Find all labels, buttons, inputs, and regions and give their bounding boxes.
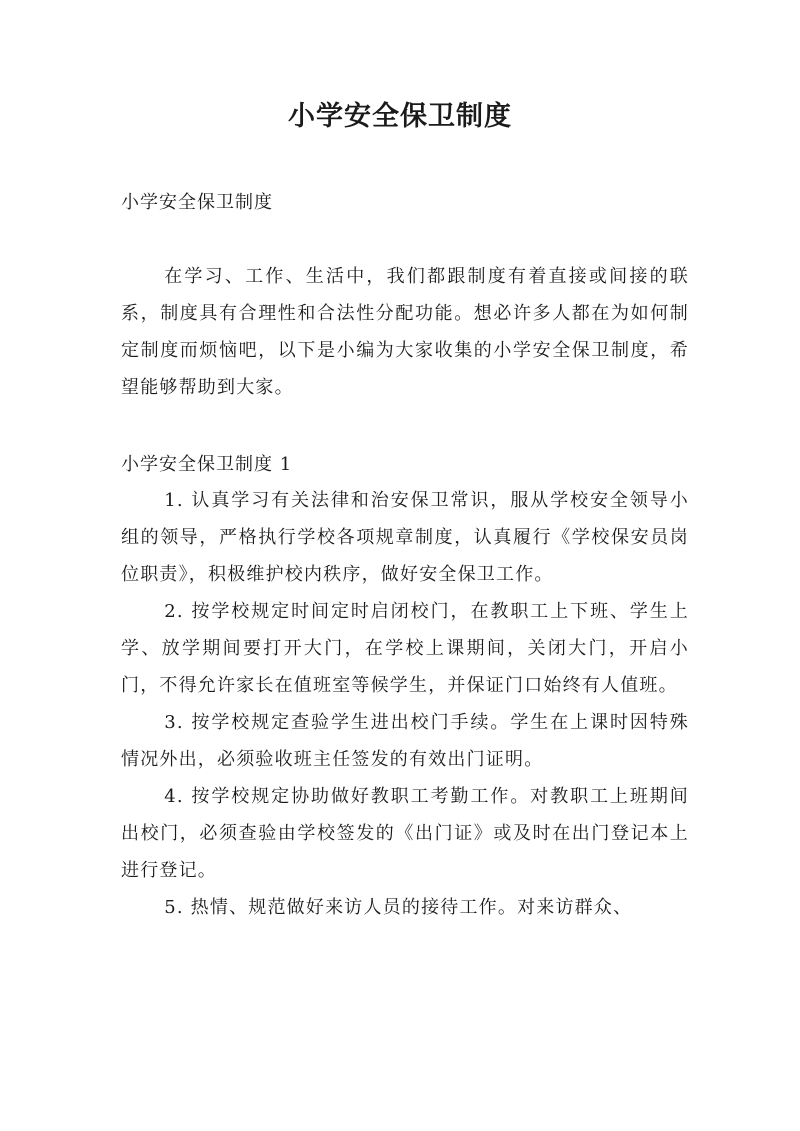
rule-item-2: 2. 按学校规定时间定时启闭校门，在教职工上下班、学生上学、放学期间要打开大门，在学校上课期间，关闭大门，开启小门，不得允许家长在值班室等候学生，并保证门口始终有人值班。 [121, 601, 689, 696]
intro-paragraph: 在学习、工作、生活中，我们都跟制度有着直接或间接的联系，制度具有合理性和合法性分配功能。想必许多人都在为如何制定制度而烦恼吧，以下是小编为大家收集的小学安全保卫制度，希望能够帮助到大家。 [121, 266, 689, 398]
rules-list [121, 482, 689, 926]
rule-item-1: 1. 认真学习有关法律和治安保卫常识，服从学校安全领导小组的领导，严格执行学校各项规章制度，认真履行《学校保安员岗位职责》，积极维护校内秩序，做好安全保卫工作。 [121, 490, 689, 585]
document-subtitle: 小学安全保卫制度 [121, 192, 273, 213]
rule-item-3: 3. 按学校规定查验学生进出校门手续。学生在上课时因特殊情况外出，必须验收班主任签发的有效出门证明。 [121, 712, 689, 770]
rule-item-4: 4. 按学校规定协助做好教职工考勤工作。对教职工上班期间出校门，必须查验由学校签发的《出门证》或及时在出门登记本上进行登记。 [121, 786, 689, 881]
document-title: 小学安全保卫制度 [288, 101, 512, 132]
section-heading: 小学安全保卫制度 1 [121, 454, 293, 475]
rule-item-5: 5. 热情、规范做好来访人员的接待工作。对来访群众、 [164, 897, 633, 918]
